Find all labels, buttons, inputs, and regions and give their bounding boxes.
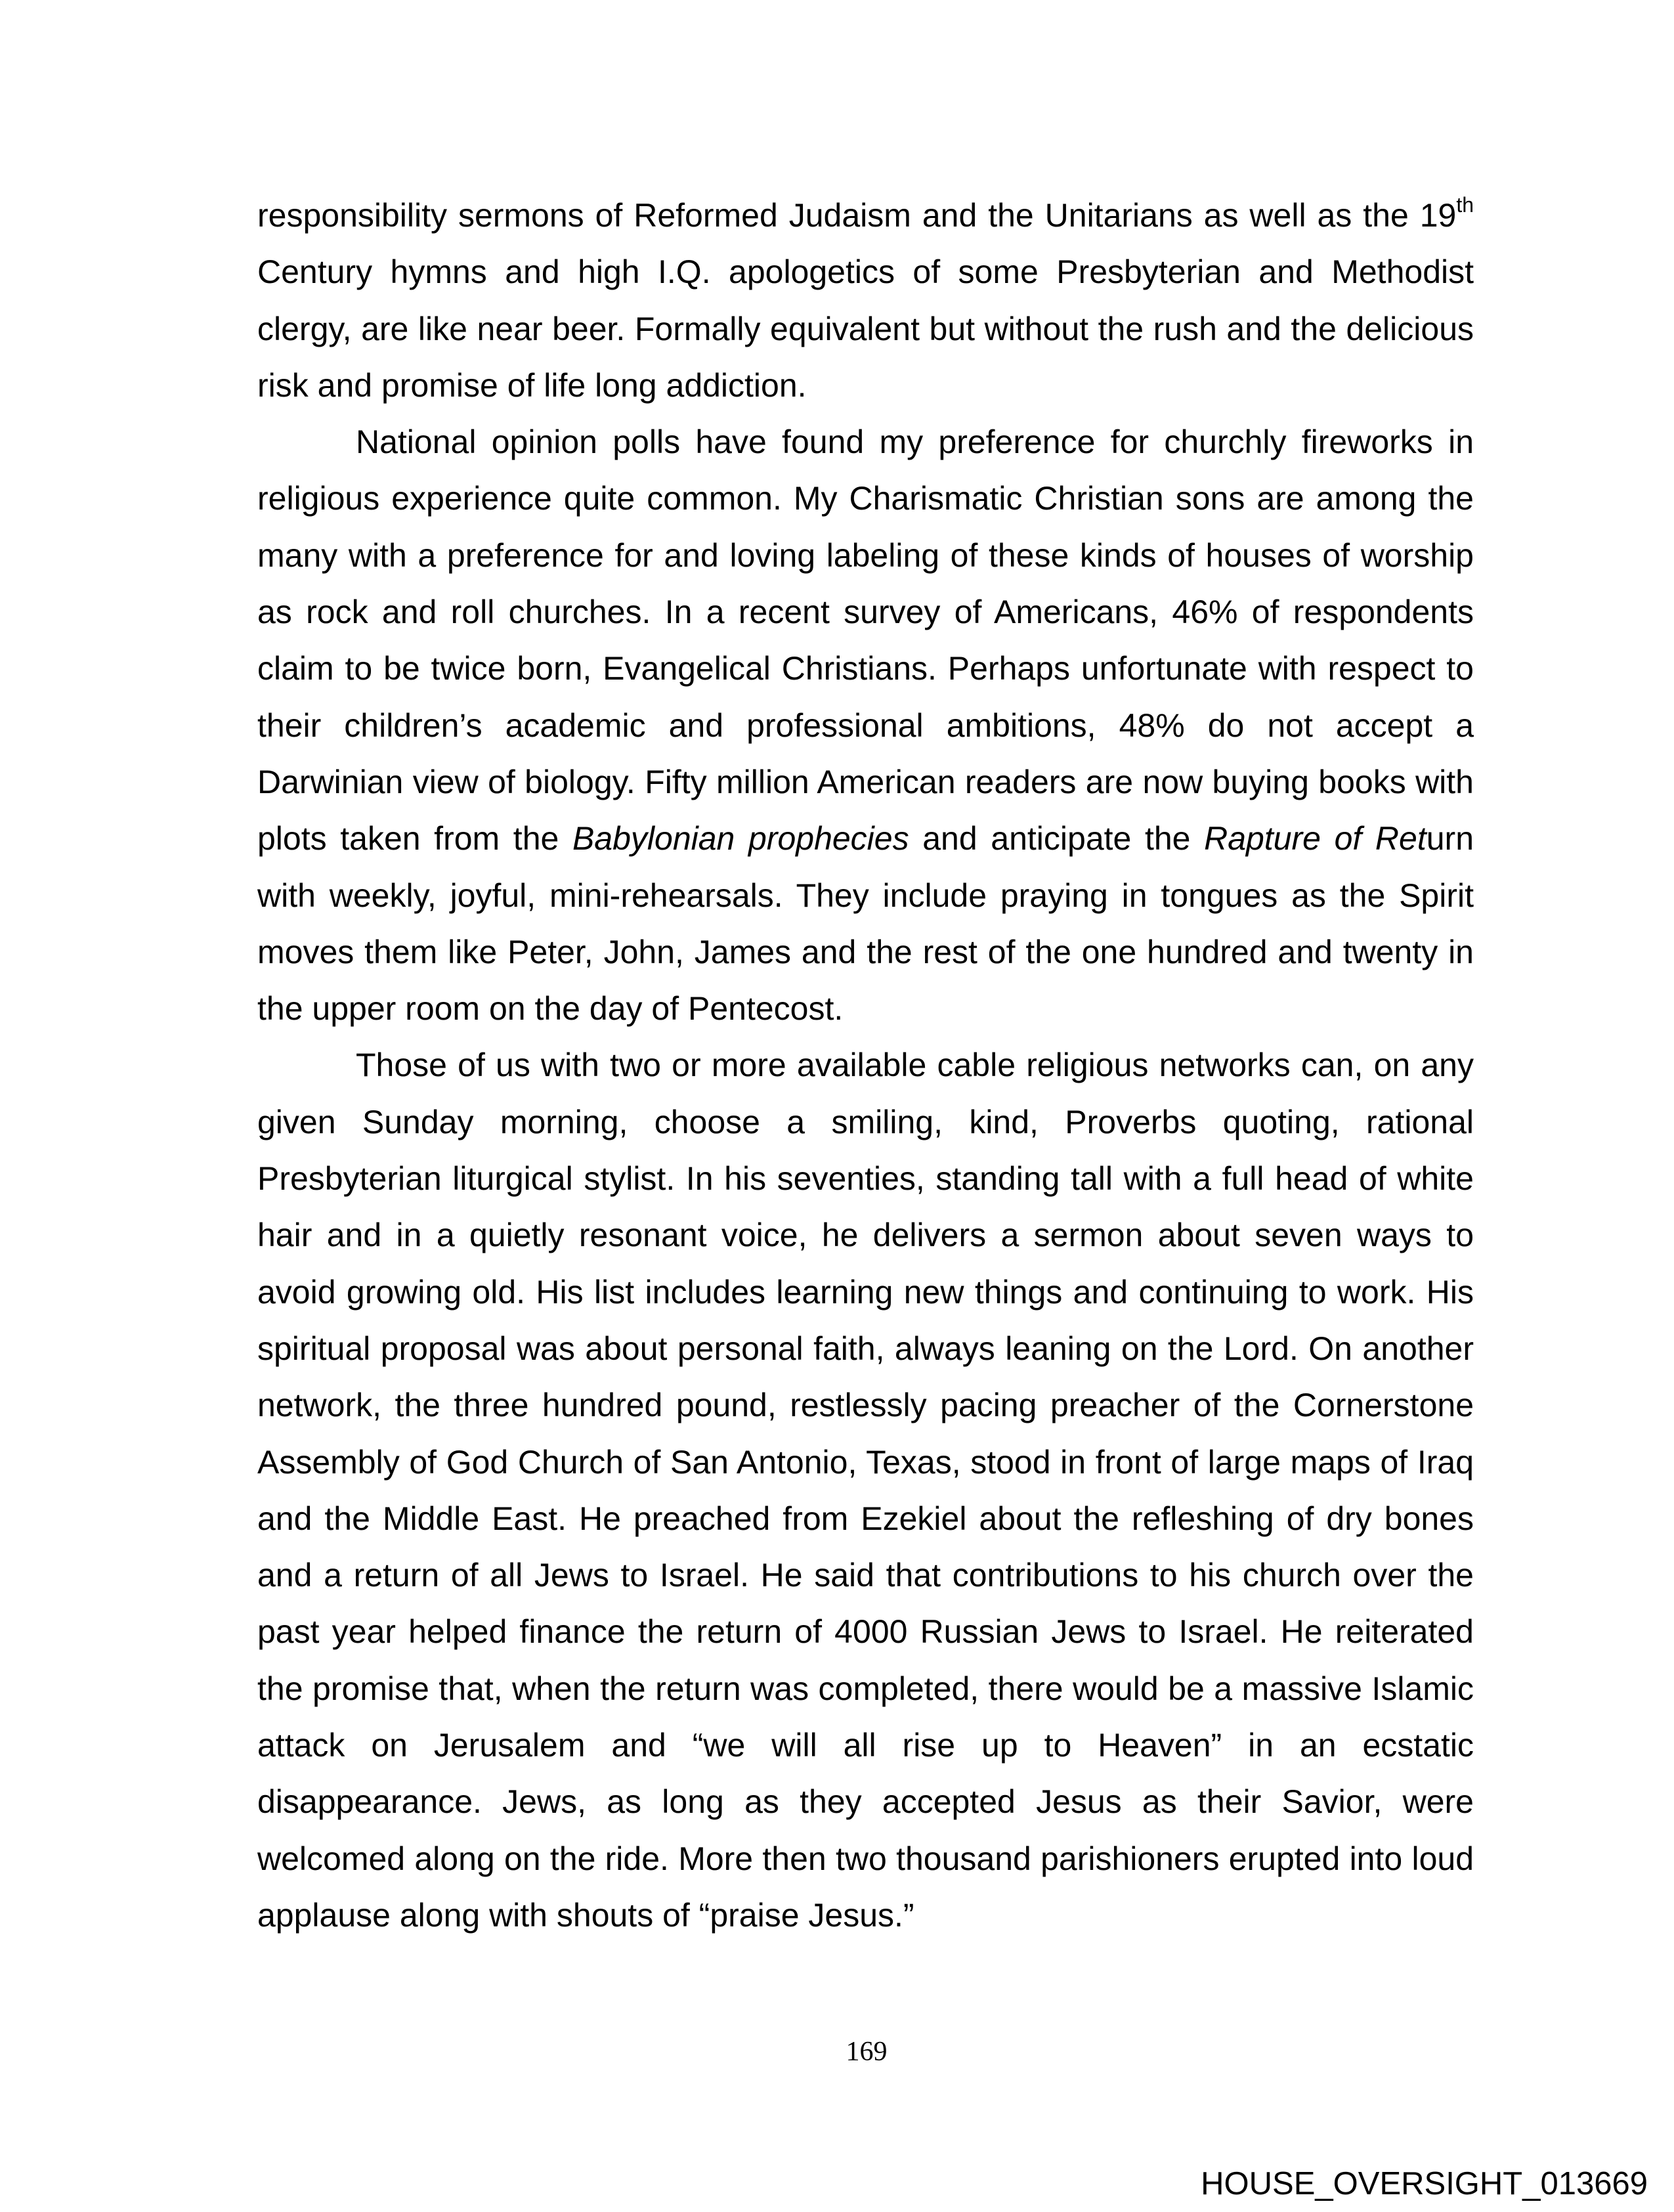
body-text: [257, 187, 1474, 1943]
paragraph-1: [257, 187, 1474, 414]
paragraph-1-text: responsibility sermons of Reformed Judaism and the Unitarians as well as the 19: [257, 197, 1457, 234]
paragraph-2: [257, 414, 1474, 1037]
paragraph-2-text: National opinion polls have found my preference for churchly fireworks in religious experience quite common. My Charismatic Christian sons are among the many with a preference for and loving labeling of these kinds of houses of worship as rock and roll churches. In a recent survey of Americans, 46% of respondents claim to be twice born, Evangelical Christians. Perhaps unfortunate with respect to their children’s academic and professional ambitions, 48% do not accept a Darwinian view of biology. Fifty million American readers are now buying books with plots taken from the: [257, 423, 1474, 857]
paragraph-3-text: Those of us with two or more available cable religious networks can, on any given Sunday morning, choose a smiling, kind, Proverbs quoting, rational Presbyterian liturgical stylist. In his seventies, standing tall with a full head of white hair and in a quietly resonant voice, he delivers a sermon about seven ways to avoid growing old. His list includes learning new things and continuing to work. His spiritual proposal was about personal faith, always leaning on the Lord. On another network, the three hundred pound, restlessly pacing preacher of the Cornerstone Assembly of God Church of San Antonio, Texas, stood in front of large maps of Iraq and the Middle East. He preached from Ezekiel about the refleshing of dry bones and a return of all Jews to Israel. He said that contributions to his church over the past year helped finance the return of 4000 Russian Jews to Israel. He reiterated the promise that, when the return was completed, there would be a massive Islamic attack on Jerusalem and “we will all rise up to Heaven” in an ecstatic disappearance. Jews, as long as they accepted Jesus as their Savior, were welcomed along on the ride. More then two thousand parishioners erupted into loud applause along with shouts of “praise Jesus.”: [257, 1047, 1474, 1934]
italic-title-babylonian-prophecies: Babylonian prophecies: [572, 820, 909, 857]
bates-number: HOUSE_OVERSIGHT_013669: [1201, 2166, 1648, 2201]
page-number: 169: [846, 2037, 888, 2067]
paragraph-1-text-continued: Century hymns and high I.Q. apologetics of some Presbyterian and Methodist clergy, are like near beer. Formally equivalent but without the rush and the delicious risk and promise of life long addiction.: [257, 253, 1474, 404]
italic-title-rapture-of-return: Rapture of Ret: [1204, 820, 1427, 857]
paragraph-3: [257, 1037, 1474, 1943]
ordinal-superscript: th: [1456, 193, 1474, 217]
paragraph-2-text-end: urn with weekly, joyful, mini-rehearsals. They include praying in tongues as the Spirit moves them like Peter, John, James and the rest of the one hundred and twenty in the upper room on the day of Pentecost.: [257, 820, 1474, 1028]
paragraph-2-text-middle: and anticipate the: [909, 820, 1205, 857]
